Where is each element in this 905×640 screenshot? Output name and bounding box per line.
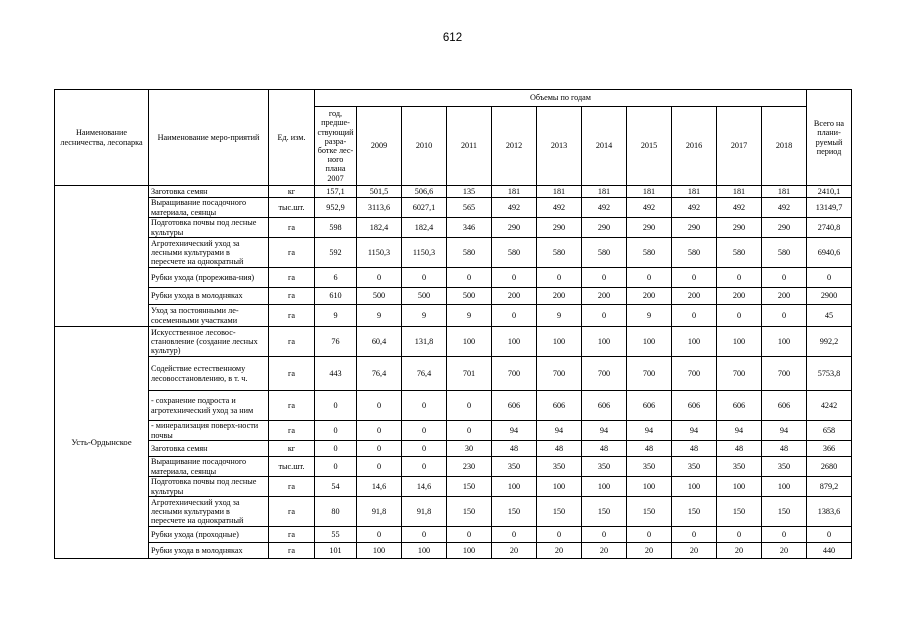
prior-value: 157,1 (315, 186, 357, 198)
prior-value: 0 (315, 391, 357, 421)
year-value: 200 (537, 288, 582, 305)
year-value: 20 (672, 543, 717, 559)
year-value: 100 (402, 543, 447, 559)
year-value: 100 (447, 543, 492, 559)
year-value: 14,6 (357, 477, 402, 497)
table-row (55, 543, 852, 559)
year-value: 3113,6 (357, 198, 402, 218)
unit-cell: га (269, 238, 315, 268)
total-value: 45 (807, 305, 852, 327)
year-value: 0 (762, 305, 807, 327)
year-value: 150 (717, 497, 762, 527)
year-value: 1150,3 (402, 238, 447, 268)
year-value: 20 (717, 543, 762, 559)
total-value: 2740,8 (807, 218, 852, 238)
year-value: 182,4 (357, 218, 402, 238)
year-value: 200 (717, 288, 762, 305)
header-prior-year: год, предше-ствующий разра-ботке лес-ного плана 2007 (315, 107, 357, 186)
prior-value: 9 (315, 305, 357, 327)
year-value: 492 (492, 198, 537, 218)
year-value: 0 (582, 268, 627, 288)
year-value: 20 (762, 543, 807, 559)
year-value: 350 (717, 457, 762, 477)
year-value: 580 (447, 238, 492, 268)
year-value: 0 (627, 527, 672, 543)
year-value: 492 (537, 198, 582, 218)
year-value: 6027,1 (402, 198, 447, 218)
total-value: 13149,7 (807, 198, 852, 218)
unit-cell: га (269, 288, 315, 305)
year-value: 181 (762, 186, 807, 198)
year-value: 181 (582, 186, 627, 198)
prior-value: 6 (315, 268, 357, 288)
forestry-name (55, 186, 149, 327)
year-value: 200 (762, 288, 807, 305)
year-value: 0 (447, 421, 492, 441)
total-value: 6940,6 (807, 238, 852, 268)
year-value: 700 (762, 357, 807, 391)
year-value: 0 (402, 421, 447, 441)
year-value: 100 (582, 327, 627, 357)
year-value: 100 (627, 327, 672, 357)
prior-value: 76 (315, 327, 357, 357)
header-year: 2016 (672, 107, 717, 186)
total-value: 0 (807, 527, 852, 543)
measure-name: Рубки ухода в молодняках (149, 543, 269, 559)
year-value: 700 (492, 357, 537, 391)
year-value: 181 (627, 186, 672, 198)
year-value: 0 (582, 305, 627, 327)
year-value: 100 (627, 477, 672, 497)
year-value: 700 (672, 357, 717, 391)
header-forestry: Наименование лесничества, лесопарка (55, 90, 149, 186)
table-row (55, 391, 852, 421)
page-number: 612 (442, 32, 463, 44)
year-value: 290 (492, 218, 537, 238)
prior-value: 101 (315, 543, 357, 559)
year-value: 492 (672, 198, 717, 218)
unit-cell: тыс.шт. (269, 457, 315, 477)
header-year: 2009 (357, 107, 402, 186)
forestry-measures-table (54, 89, 852, 559)
year-value: 580 (717, 238, 762, 268)
table-row (55, 477, 852, 497)
year-value: 76,4 (402, 357, 447, 391)
year-value: 350 (492, 457, 537, 477)
year-value: 150 (582, 497, 627, 527)
header-unit: Ед. изм. (269, 90, 315, 186)
year-value: 0 (357, 457, 402, 477)
measure-name: - минерализация поверх-ности почвы (149, 421, 269, 441)
prior-value: 952,9 (315, 198, 357, 218)
table-row (55, 198, 852, 218)
year-value: 150 (492, 497, 537, 527)
year-value: 290 (762, 218, 807, 238)
table-row (55, 268, 852, 288)
year-value: 0 (357, 391, 402, 421)
year-value: 290 (537, 218, 582, 238)
table-row (55, 497, 852, 527)
year-value: 290 (627, 218, 672, 238)
year-value: 0 (402, 391, 447, 421)
header-year: 2014 (582, 107, 627, 186)
year-value: 48 (582, 441, 627, 457)
unit-cell: га (269, 305, 315, 327)
year-value: 48 (672, 441, 717, 457)
total-value: 4242 (807, 391, 852, 421)
year-value: 150 (627, 497, 672, 527)
forestry-name: Усть-Ордынское (55, 327, 149, 559)
year-value: 200 (582, 288, 627, 305)
year-value: 100 (357, 543, 402, 559)
year-value: 1150,3 (357, 238, 402, 268)
year-value: 20 (537, 543, 582, 559)
year-value: 181 (537, 186, 582, 198)
year-value: 135 (447, 186, 492, 198)
year-value: 100 (717, 327, 762, 357)
table-row (55, 327, 852, 357)
year-value: 0 (402, 268, 447, 288)
year-value: 606 (537, 391, 582, 421)
year-value: 48 (537, 441, 582, 457)
year-value: 100 (492, 477, 537, 497)
year-value: 606 (717, 391, 762, 421)
year-value: 20 (492, 543, 537, 559)
year-value: 0 (717, 268, 762, 288)
year-value: 0 (492, 305, 537, 327)
prior-value: 80 (315, 497, 357, 527)
total-value: 0 (807, 268, 852, 288)
year-value: 0 (717, 527, 762, 543)
year-value: 580 (537, 238, 582, 268)
table-row (55, 238, 852, 268)
year-value: 48 (762, 441, 807, 457)
total-value: 992,2 (807, 327, 852, 357)
year-value: 0 (717, 305, 762, 327)
year-value: 606 (672, 391, 717, 421)
year-value: 91,8 (402, 497, 447, 527)
year-value: 0 (402, 441, 447, 457)
year-value: 350 (627, 457, 672, 477)
unit-cell: га (269, 421, 315, 441)
header-total: Всего на плани-руемый период (807, 90, 852, 186)
year-value: 150 (762, 497, 807, 527)
year-value: 100 (717, 477, 762, 497)
year-value: 580 (492, 238, 537, 268)
year-value: 30 (447, 441, 492, 457)
year-value: 580 (672, 238, 717, 268)
total-value: 2900 (807, 288, 852, 305)
measure-name: Выращивание посадочного материала, сеянцы (149, 198, 269, 218)
year-value: 100 (537, 327, 582, 357)
table-row (55, 305, 852, 327)
header-year: 2015 (627, 107, 672, 186)
year-value: 9 (627, 305, 672, 327)
measure-name: Рубки ухода (проходные) (149, 527, 269, 543)
year-value: 200 (672, 288, 717, 305)
total-value: 440 (807, 543, 852, 559)
year-value: 580 (582, 238, 627, 268)
prior-value: 0 (315, 441, 357, 457)
year-value: 100 (447, 327, 492, 357)
prior-value: 592 (315, 238, 357, 268)
year-value: 606 (762, 391, 807, 421)
unit-cell: га (269, 268, 315, 288)
year-value: 182,4 (402, 218, 447, 238)
year-value: 700 (627, 357, 672, 391)
table-row (55, 218, 852, 238)
year-value: 565 (447, 198, 492, 218)
year-value: 150 (447, 477, 492, 497)
year-value: 9 (447, 305, 492, 327)
year-value: 94 (717, 421, 762, 441)
year-value: 0 (537, 268, 582, 288)
measure-name: Заготовка семян (149, 441, 269, 457)
measure-name: - сохранение подроста и агротехнический уход за ним (149, 391, 269, 421)
year-value: 0 (402, 527, 447, 543)
year-value: 100 (672, 327, 717, 357)
year-value: 0 (447, 268, 492, 288)
table-row (55, 421, 852, 441)
year-value: 0 (357, 421, 402, 441)
table-row (55, 457, 852, 477)
total-value: 879,2 (807, 477, 852, 497)
year-value: 94 (537, 421, 582, 441)
year-value: 290 (672, 218, 717, 238)
total-value: 658 (807, 421, 852, 441)
total-value: 2680 (807, 457, 852, 477)
header-year: 2012 (492, 107, 537, 186)
table-row (55, 527, 852, 543)
measure-name: Рубки ухода (прорежива-ния) (149, 268, 269, 288)
year-value: 20 (627, 543, 672, 559)
year-value: 230 (447, 457, 492, 477)
total-value: 366 (807, 441, 852, 457)
year-value: 100 (762, 327, 807, 357)
year-value: 0 (447, 527, 492, 543)
year-value: 181 (492, 186, 537, 198)
year-value: 492 (762, 198, 807, 218)
table-row (55, 357, 852, 391)
year-value: 150 (447, 497, 492, 527)
header-measure: Наименование меро-приятий (149, 90, 269, 186)
year-value: 100 (492, 327, 537, 357)
year-value: 14,6 (402, 477, 447, 497)
measure-name: Рубки ухода в молодняках (149, 288, 269, 305)
year-value: 131,8 (402, 327, 447, 357)
measure-name: Агротехнический уход за лесными культурами в пересчете на однократный (149, 497, 269, 527)
year-value: 60,4 (357, 327, 402, 357)
year-value: 94 (627, 421, 672, 441)
unit-cell: га (269, 218, 315, 238)
year-value: 346 (447, 218, 492, 238)
year-value: 0 (402, 457, 447, 477)
year-value: 700 (537, 357, 582, 391)
year-value: 492 (582, 198, 627, 218)
unit-cell: га (269, 477, 315, 497)
year-value: 48 (627, 441, 672, 457)
year-value: 94 (762, 421, 807, 441)
year-value: 150 (672, 497, 717, 527)
year-value: 0 (762, 268, 807, 288)
prior-value: 598 (315, 218, 357, 238)
year-value: 94 (672, 421, 717, 441)
unit-cell: га (269, 327, 315, 357)
year-value: 0 (447, 391, 492, 421)
year-value: 506,6 (402, 186, 447, 198)
year-value: 100 (762, 477, 807, 497)
unit-cell: кг (269, 441, 315, 457)
year-value: 501,5 (357, 186, 402, 198)
year-value: 100 (582, 477, 627, 497)
year-value: 200 (627, 288, 672, 305)
total-value: 5753,8 (807, 357, 852, 391)
year-value: 701 (447, 357, 492, 391)
year-value: 150 (537, 497, 582, 527)
header-year: 2017 (717, 107, 762, 186)
year-value: 492 (717, 198, 762, 218)
year-value: 0 (492, 268, 537, 288)
header-year: 2010 (402, 107, 447, 186)
measure-name: Искусственное лесовос-становление (создание лесных культур) (149, 327, 269, 357)
year-value: 700 (582, 357, 627, 391)
year-value: 76,4 (357, 357, 402, 391)
header-year: 2018 (762, 107, 807, 186)
year-value: 350 (537, 457, 582, 477)
year-value: 350 (582, 457, 627, 477)
year-value: 9 (537, 305, 582, 327)
year-value: 0 (762, 527, 807, 543)
year-value: 350 (762, 457, 807, 477)
table-row (55, 186, 852, 198)
year-value: 0 (672, 268, 717, 288)
year-value: 0 (672, 305, 717, 327)
year-value: 492 (627, 198, 672, 218)
year-value: 94 (492, 421, 537, 441)
year-value: 700 (717, 357, 762, 391)
measure-name: Уход за постоянными ле-сосеменными участками (149, 305, 269, 327)
unit-cell: га (269, 543, 315, 559)
year-value: 0 (357, 527, 402, 543)
year-value: 48 (492, 441, 537, 457)
total-value: 2410,1 (807, 186, 852, 198)
unit-cell: тыс.шт. (269, 198, 315, 218)
measure-name: Выращивание посадочного материала, сеянцы (149, 457, 269, 477)
year-value: 606 (492, 391, 537, 421)
unit-cell: га (269, 527, 315, 543)
year-value: 500 (402, 288, 447, 305)
year-value: 9 (402, 305, 447, 327)
year-value: 9 (357, 305, 402, 327)
year-value: 0 (357, 268, 402, 288)
year-value: 290 (582, 218, 627, 238)
year-value: 0 (627, 268, 672, 288)
unit-cell: га (269, 357, 315, 391)
prior-value: 610 (315, 288, 357, 305)
prior-value: 54 (315, 477, 357, 497)
year-value: 606 (582, 391, 627, 421)
measure-name: Агротехнический уход за лесными культурами в пересчете на однократный (149, 238, 269, 268)
header-volumes: Объемы по годам (315, 90, 807, 107)
header-year: 2011 (447, 107, 492, 186)
header-year: 2013 (537, 107, 582, 186)
unit-cell: га (269, 391, 315, 421)
year-value: 48 (717, 441, 762, 457)
year-value: 0 (672, 527, 717, 543)
measure-name: Заготовка семян (149, 186, 269, 198)
year-value: 100 (672, 477, 717, 497)
unit-cell: кг (269, 186, 315, 198)
year-value: 500 (357, 288, 402, 305)
year-value: 94 (582, 421, 627, 441)
year-value: 0 (582, 527, 627, 543)
year-value: 181 (717, 186, 762, 198)
year-value: 0 (357, 441, 402, 457)
year-value: 0 (537, 527, 582, 543)
year-value: 500 (447, 288, 492, 305)
prior-value: 443 (315, 357, 357, 391)
year-value: 606 (627, 391, 672, 421)
year-value: 0 (492, 527, 537, 543)
year-value: 290 (717, 218, 762, 238)
year-value: 580 (627, 238, 672, 268)
table-row (55, 441, 852, 457)
measure-name: Содействие естественному лесовосстановлению, в т. ч. (149, 357, 269, 391)
year-value: 20 (582, 543, 627, 559)
year-value: 181 (672, 186, 717, 198)
total-value: 1383,6 (807, 497, 852, 527)
year-value: 200 (492, 288, 537, 305)
table-row (55, 288, 852, 305)
prior-value: 0 (315, 457, 357, 477)
year-value: 91,8 (357, 497, 402, 527)
year-value: 580 (762, 238, 807, 268)
measure-name: Подготовка почвы под лесные культуры (149, 218, 269, 238)
year-value: 100 (537, 477, 582, 497)
prior-value: 0 (315, 421, 357, 441)
measure-name: Подготовка почвы под лесные культуры (149, 477, 269, 497)
year-value: 350 (672, 457, 717, 477)
unit-cell: га (269, 497, 315, 527)
prior-value: 55 (315, 527, 357, 543)
